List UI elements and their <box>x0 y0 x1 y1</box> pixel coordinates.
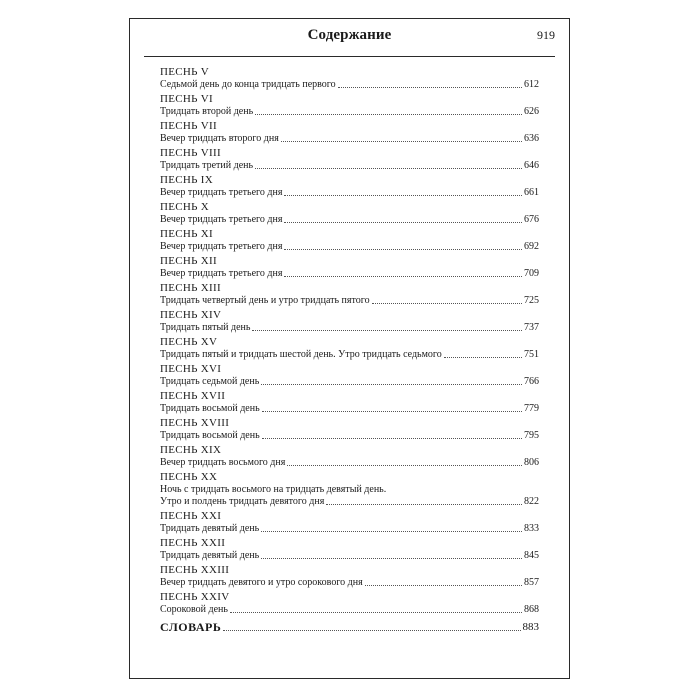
page-number: 919 <box>537 28 555 42</box>
entry-description-line <box>160 268 539 280</box>
toc-entry[interactable] <box>160 201 539 226</box>
entry-page-number: 806 <box>524 457 539 468</box>
dot-leader <box>255 113 522 115</box>
toc-entry[interactable] <box>160 510 539 535</box>
entry-description-line <box>160 550 539 562</box>
entry-page-number: 692 <box>524 241 539 252</box>
dictionary-page: 883 <box>522 621 539 633</box>
toc-entry[interactable] <box>160 444 539 469</box>
dot-leader <box>326 503 522 505</box>
entry-description: Тридцать пятый день <box>160 322 251 333</box>
canto-heading: ПЕСНЬ V <box>160 66 210 78</box>
entry-description: Вечер тридцать третьего дня <box>160 241 283 252</box>
toc-entry[interactable] <box>160 120 539 145</box>
entry-description: Тридцать девятый день <box>160 523 260 534</box>
dot-leader <box>230 611 522 613</box>
entry-description: Вечер тридцать третьего дня <box>160 214 283 225</box>
entry-page-number: 833 <box>524 523 539 534</box>
toc-entry[interactable] <box>160 390 539 415</box>
entry-description: Сороковой день <box>160 604 228 615</box>
entry-description: Тридцать седьмой день <box>160 376 260 387</box>
dot-leader <box>262 437 522 439</box>
entry-description: Утро и полдень тридцать девятого дня <box>160 496 325 507</box>
canto-heading: ПЕСНЬ XIII <box>160 282 221 294</box>
entry-page-number: 779 <box>524 403 539 414</box>
toc-entry[interactable] <box>160 363 539 388</box>
toc-entry[interactable] <box>160 564 539 589</box>
canto-heading: ПЕСНЬ X <box>160 201 210 213</box>
toc-entry[interactable] <box>160 228 539 253</box>
page-title: Содержание <box>307 27 392 43</box>
dot-leader <box>261 383 522 385</box>
entry-description: Тридцать пятый и тридцать шестой день. Утро тридцать седьмого <box>160 349 442 360</box>
table-of-contents <box>160 66 539 634</box>
toc-entry[interactable] <box>160 174 539 199</box>
entry-page-number: 868 <box>524 604 539 615</box>
entry-page-number: 612 <box>524 79 539 90</box>
entry-description-line <box>160 403 539 415</box>
canto-heading: ПЕСНЬ XXIII <box>160 564 230 576</box>
dot-leader <box>284 221 522 223</box>
entry-description-line <box>160 322 539 334</box>
dot-leader <box>255 167 522 169</box>
canto-heading: ПЕСНЬ XXII <box>160 537 226 549</box>
entry-description-line <box>160 604 539 616</box>
dot-leader <box>261 557 522 559</box>
entry-page-number: 845 <box>524 550 539 561</box>
canto-heading: ПЕСНЬ XXI <box>160 510 222 522</box>
toc-entry[interactable] <box>160 147 539 172</box>
dictionary-label: СЛОВАРЬ <box>160 620 222 634</box>
entry-description-line <box>160 160 539 172</box>
toc-entry[interactable] <box>160 336 539 361</box>
entry-page-number: 709 <box>524 268 539 279</box>
toc-entry[interactable] <box>160 537 539 562</box>
dot-leader <box>284 248 522 250</box>
entry-page-number: 766 <box>524 376 539 387</box>
entry-page-number: 822 <box>524 496 539 507</box>
book-page <box>129 18 570 679</box>
entry-description: Тридцать восьмой день <box>160 403 260 414</box>
entry-description: Вечер тридцать второго дня <box>160 133 279 144</box>
canto-heading: ПЕСНЬ XIV <box>160 309 222 321</box>
canto-heading: ПЕСНЬ XIX <box>160 444 222 456</box>
entry-description-line <box>160 496 539 508</box>
dot-leader <box>365 584 522 586</box>
entry-description-line <box>160 484 539 496</box>
entry-description-line <box>160 349 539 361</box>
toc-entry[interactable] <box>160 591 539 616</box>
canto-heading: ПЕСНЬ XVII <box>160 390 226 402</box>
canto-heading: ПЕСНЬ VI <box>160 93 214 105</box>
entry-page-number: 737 <box>524 322 539 333</box>
toc-entry[interactable] <box>160 417 539 442</box>
toc-entry[interactable] <box>160 93 539 118</box>
canto-heading: ПЕСНЬ VII <box>160 120 217 132</box>
dot-leader <box>261 530 522 532</box>
toc-entry[interactable] <box>160 255 539 280</box>
entry-page-number: 661 <box>524 187 539 198</box>
entry-description-line <box>160 295 539 307</box>
toc-entry[interactable] <box>160 309 539 334</box>
entry-description-line <box>160 133 539 145</box>
toc-entry-dictionary[interactable] <box>160 620 539 634</box>
entry-description-line <box>160 79 539 91</box>
canto-heading: ПЕСНЬ IX <box>160 174 214 186</box>
dot-leader <box>284 194 522 196</box>
dot-leader <box>281 140 522 142</box>
entry-description: Вечер тридцать восьмого дня <box>160 457 286 468</box>
entry-page-number: 626 <box>524 106 539 117</box>
entry-page-number: 725 <box>524 295 539 306</box>
dot-leader <box>444 356 522 358</box>
entry-description-line <box>160 457 539 469</box>
dot-leader <box>262 410 522 412</box>
entry-description: Вечер тридцать третьего дня <box>160 187 283 198</box>
dot-leader <box>287 464 522 466</box>
entry-description: Вечер тридцать третьего дня <box>160 268 283 279</box>
dot-leader <box>284 275 522 277</box>
entry-description: Тридцать второй день <box>160 106 254 117</box>
entry-description: Тридцать четвертый день и утро тридцать пятого <box>160 295 370 306</box>
entry-description-line <box>160 214 539 226</box>
entry-page-number: 676 <box>524 214 539 225</box>
canto-heading: ПЕСНЬ XV <box>160 336 218 348</box>
entry-description: Вечер тридцать девятого и утро сорокового дня <box>160 577 363 588</box>
dot-leader <box>252 329 522 331</box>
entry-description: Тридцать восьмой день <box>160 430 260 441</box>
entry-description-line <box>160 106 539 118</box>
entry-description-line <box>160 241 539 253</box>
toc-entry[interactable] <box>160 471 539 508</box>
entry-description-line <box>160 430 539 442</box>
canto-heading: ПЕСНЬ VIII <box>160 147 221 159</box>
toc-entry[interactable] <box>160 282 539 307</box>
toc-entry[interactable] <box>160 66 539 91</box>
entry-description-line <box>160 523 539 535</box>
dot-leader <box>338 86 522 88</box>
canto-heading: ПЕСНЬ XVIII <box>160 417 230 429</box>
entry-description-line <box>160 187 539 199</box>
canto-heading: ПЕСНЬ XX <box>160 471 218 483</box>
entry-description: Тридцать третий день <box>160 160 254 171</box>
entry-page-number: 857 <box>524 577 539 588</box>
header-rule <box>144 56 555 57</box>
canto-heading: ПЕСНЬ XVI <box>160 363 222 375</box>
entry-page-number: 646 <box>524 160 539 171</box>
canto-heading: ПЕСНЬ XXIV <box>160 591 230 603</box>
entry-page-number: 751 <box>524 349 539 360</box>
entry-description-line <box>160 376 539 388</box>
entry-description: Седьмой день до конца тридцать первого <box>160 79 336 90</box>
entry-description: Ночь с тридцать восьмого на тридцать девятый день. <box>160 484 387 495</box>
dot-leader <box>372 302 522 304</box>
dot-leader <box>223 629 520 631</box>
entry-page-number: 795 <box>524 430 539 441</box>
entry-description: Тридцать девятый день <box>160 550 260 561</box>
canto-heading: ПЕСНЬ XII <box>160 255 217 267</box>
entry-description-line <box>160 577 539 589</box>
entry-page-number: 636 <box>524 133 539 144</box>
canto-heading: ПЕСНЬ XI <box>160 228 214 240</box>
page-header <box>130 19 569 49</box>
